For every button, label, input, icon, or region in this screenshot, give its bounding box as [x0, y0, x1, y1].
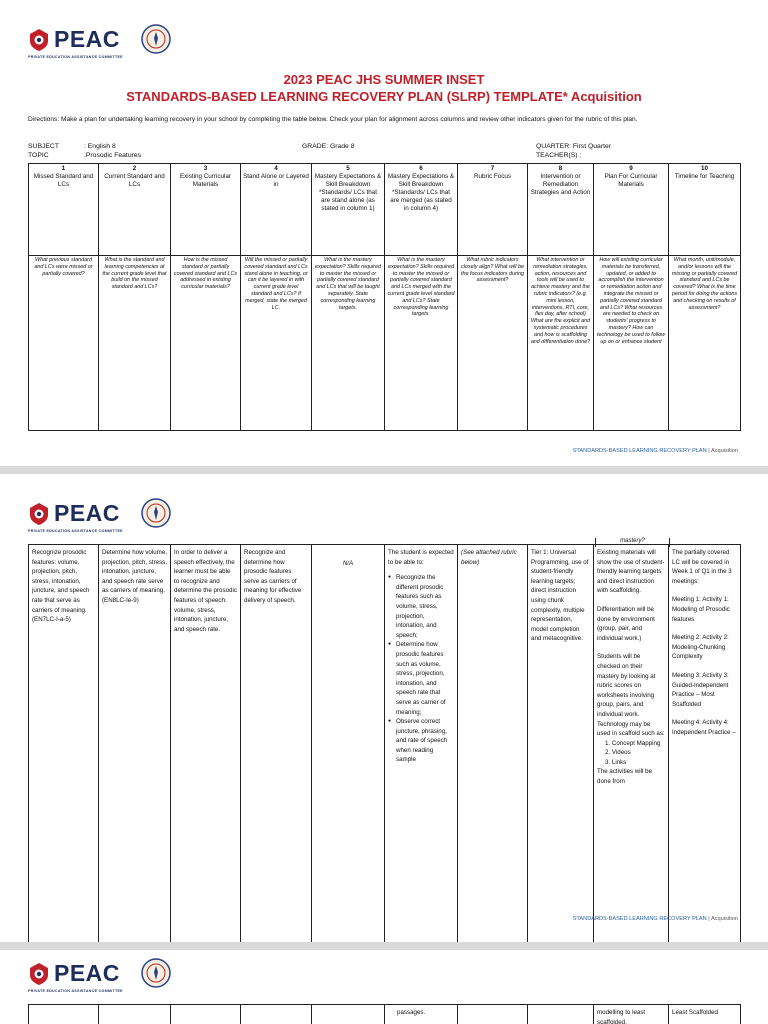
page-footer [573, 916, 738, 922]
guide-question-9: How will existing curricular materials be transferred, updated, or added to accomplish the intervention or remediation action and integrate the missed or partially covered standard and LCs? What resources are needed to check on students' progress to mastery? How can technology be used to follow up on or enhance student [594, 256, 669, 431]
slrp-table-header [28, 163, 741, 431]
plan-text-c: Students will be checked on their mastery by looking at rubric scores on worksheets involving group, pairs, and individual work. Technology may be used in scaffold such as: [597, 653, 665, 738]
deped-seal-icon [141, 958, 171, 988]
plan-list-item: 3. Links [605, 758, 627, 766]
slrp-table-row [28, 544, 741, 942]
column-number: 8 [558, 165, 563, 172]
peac-logo [28, 26, 188, 66]
column-header-3 [171, 164, 241, 256]
logo-word: PEAC [54, 960, 120, 986]
cell-empty [458, 1005, 528, 1024]
column-number: 9 [629, 165, 633, 172]
guide-question-8: What intervention or remediation strategies, action, resources and tools will be used to achieve mastery and the rubric indicators? (e.g. mini lesson, interventions, RTI, core, flex day, after school) What are the explicit and systematic procedures and how is scaffolding and differentiation done? [528, 256, 594, 431]
cell-timeline-cont: Least Scaffolded [669, 1005, 741, 1024]
cell-missed-standard: Recognize prosodic features: volume, projection, pitch, stress, intonation, juncture, and speech rate that serve as carriers of meaning. (EN7LC-I-a-5) [29, 545, 99, 943]
carryover-text: mastery? [595, 538, 670, 547]
cell-empty [99, 1005, 171, 1024]
column-number: 3 [203, 165, 208, 172]
cell-empty [171, 1005, 241, 1024]
cell-mastery-merged [385, 545, 458, 943]
plan-text-d: The activities will be done from [597, 768, 653, 786]
cell-empty [312, 1005, 385, 1024]
timeline-d: Meeting 3: Activity 3: Guided-Independent Practice – Most Scaffolded [672, 671, 729, 708]
cell-current-standard: Determine how volume, projection, pitch, stress, intonation, juncture, and speech rate serve as carriers of meaning. (EN8LC-Ie-9) [99, 545, 171, 943]
footer-tail: | Acquisition [708, 448, 738, 454]
cell-empty [241, 1005, 312, 1024]
logo-subtitle: PRIVATE EDUCATION ASSISTANCE COMMITTEE [28, 529, 123, 533]
guide-question-6: What is the mastery expectation? Skills required to master the missed or partially covered standard and LCs merged with the current grade level standard and LCs? State corresponding learning targets. [385, 256, 458, 431]
column-label: Mastery Expectations & Skill Breakdown *Standards/ LCs that are stand alone (as stated in column 1) [314, 173, 382, 212]
cell-empty [528, 1005, 594, 1024]
deped-seal-icon [141, 498, 171, 528]
logo-subtitle: PRIVATE EDUCATION ASSISTANCE COMMITTEE [28, 989, 123, 993]
guide-question-10: What month, unit/module, and/or lessons will the missing or partially covered standard and LCs be covered? What is the time period for doing the actions and checking on results of assessment? [669, 256, 741, 431]
column-header-5 [312, 164, 385, 256]
page-title: 2023 PEAC JHS SUMMER INSET [283, 72, 485, 87]
page-footer [573, 448, 738, 454]
deped-seal-icon [141, 24, 171, 54]
guide-question-2: What is the standard and learning competencies at the current grade level that build on the missed standard and LCs? [99, 256, 171, 431]
guide-question-4: Will the missed or partially covered standard and LCs stand alone in teaching, or can it be layered in with current grade level standard and LCs? If merged, state the merged LC. [241, 256, 312, 431]
column-header-8 [528, 164, 594, 256]
column-header-1 [29, 164, 99, 256]
cell-intervention: Tier 1: Universal Programming, use of student-friendly learning targets; direct instruction using chunk complexity, multiple representation, model completion and metacognitive. [528, 545, 594, 943]
mastery-list [388, 573, 454, 765]
column-header-6 [385, 164, 458, 256]
footer-main: STANDARDS-BASED LEARNING RECOVERY PLAN [572, 448, 707, 454]
page-2 [0, 474, 768, 942]
mastery-intro: The student is expected to be able to: [388, 549, 454, 566]
column-number: 1 [61, 165, 66, 172]
plan-list-item: 2. Videos [605, 749, 631, 757]
peac-logo [28, 500, 188, 540]
page-3 [0, 950, 768, 1024]
cell-rubric-focus: (See attached rubric below) [458, 545, 528, 943]
guide-question-5: What is the mastery expectation? Skills required to master the missed or partially covered standard and LCs that will be taught separately. State corresponding learning targets. [312, 256, 385, 431]
mastery-item: ● Recognize the different prosodic features such as volume, stress, projection, intonation, and speech; [388, 573, 454, 640]
column-number: 5 [346, 165, 350, 172]
column-number: 6 [419, 165, 423, 172]
teacher-label: TEACHER(S) : [536, 152, 582, 159]
column-label: Timeline for Teaching [674, 173, 735, 180]
column-number: 2 [132, 165, 137, 172]
cell-timeline [669, 545, 741, 943]
column-number: 10 [700, 165, 708, 172]
plan-list-item: 1. Concept Mapping [605, 739, 661, 747]
plan-text-b: Differentiation will be done by environment (group, pair, and individual work.) [597, 605, 655, 642]
mastery-item: ● Observe correct juncture, phrasing, and rate of speech when reading sample [388, 717, 454, 765]
cell-mastery-stand-alone: N/A [312, 545, 385, 943]
plan-text-a: Existing materials will show the use of student-friendly learning targets and direct instruction with scaffolding. [597, 549, 665, 595]
column-label: Plan For Curricular Materials [604, 173, 658, 188]
cell-empty [29, 1005, 99, 1024]
cell-stand-alone: Recognize and determine how prosodic features serve as carriers of meaning for effective delivery of speech. [241, 545, 312, 943]
peac-shield-icon [28, 962, 50, 986]
column-number: 7 [490, 165, 495, 172]
cell-plan-cont: modelling to least scaffolded. [594, 1005, 669, 1024]
column-header-10 [669, 164, 741, 256]
timeline-c: Meeting 2: Activity 2: Modeling-Chunking Complexity [672, 634, 729, 661]
column-label: Current Standard and LCs [104, 173, 165, 188]
guide-question-7: What rubric indicators closely align? What will be the focus indicators during assessment? [458, 256, 528, 431]
column-label: Mastery Expectations & Skill Breakdown *Standards/ LCs that are merged (as stated in column 4) [387, 173, 455, 212]
slrp-table-row-continued [28, 1004, 741, 1024]
page-subtitle: STANDARDS-BASED LEARNING RECOVERY PLAN (SLRP) TEMPLATE* Acquisition [126, 89, 642, 104]
column-header-4 [241, 164, 312, 256]
column-label: Rubric Focus [473, 173, 512, 180]
subject-label: SUBJECT [28, 143, 59, 150]
column-label: Missed Standard and LCs [33, 173, 94, 188]
timeline-a: The partially covered LC will be covered in Week 1 of Q1 in the 3 meetings: [672, 549, 732, 585]
grade-value: GRADE: Grade 8 [302, 143, 355, 150]
column-label: Existing Curricular Materials [179, 173, 232, 188]
plan-list [597, 739, 665, 768]
guide-question-1: What previous standard and LCs were missed or partially covered? [29, 256, 99, 431]
subject-value: : English 8 [84, 143, 116, 150]
guide-question-3: How is the missed standard or partially covered standard and LCs addressed in existing curricular materials? [171, 256, 241, 431]
footer-main: STANDARDS-BASED LEARNING RECOVERY PLAN [572, 916, 707, 922]
peac-shield-icon [28, 502, 50, 526]
column-header-2 [99, 164, 171, 256]
column-label: Stand Alone or Layered in [243, 173, 309, 188]
timeline-b: Meeting 1: Activity 1: Modeling of Prosodic features [672, 596, 730, 623]
directions-text: Directions: Make a plan for undertaking learning recovery in your school by completing the table below. Check your plan for alignment across columns and review other indicators given for the rubric of this plan. [28, 116, 638, 123]
cell-mastery-merged-cont: passages. [385, 1005, 458, 1024]
cell-existing-materials: In order to deliver a speech effectively, the learner must be able to recognize and determine the prosodic features of speech: volume, stress, intonation, juncture, and speech rate. [171, 545, 241, 943]
peac-logo [28, 960, 188, 1000]
logo-word: PEAC [54, 26, 120, 52]
peac-shield-icon [28, 28, 50, 52]
timeline-e: Meeting 4: Activity 4: Independent Practice – [672, 719, 736, 736]
topic-value: :Prosodic Features [84, 152, 142, 159]
page-1 [0, 0, 768, 466]
footer-tail: | Acquisition [708, 916, 738, 922]
column-number: 4 [274, 165, 278, 172]
topic-label: TOPIC [28, 152, 49, 159]
column-header-9 [594, 164, 669, 256]
mastery-item: ● Determine how prosodic features such as volume, stress, projection, intonation, and speech rate that serve as carrier of meaning; [388, 640, 454, 717]
column-label: Intervention or Remediation Strategies and Action [530, 173, 591, 196]
logo-word: PEAC [54, 500, 120, 526]
column-header-7 [458, 164, 528, 256]
quarter-value: QUARTER: First Quarter [536, 143, 612, 150]
cell-plan-materials [594, 545, 669, 943]
logo-subtitle: PRIVATE EDUCATION ASSISTANCE COMMITTEE [28, 55, 123, 59]
